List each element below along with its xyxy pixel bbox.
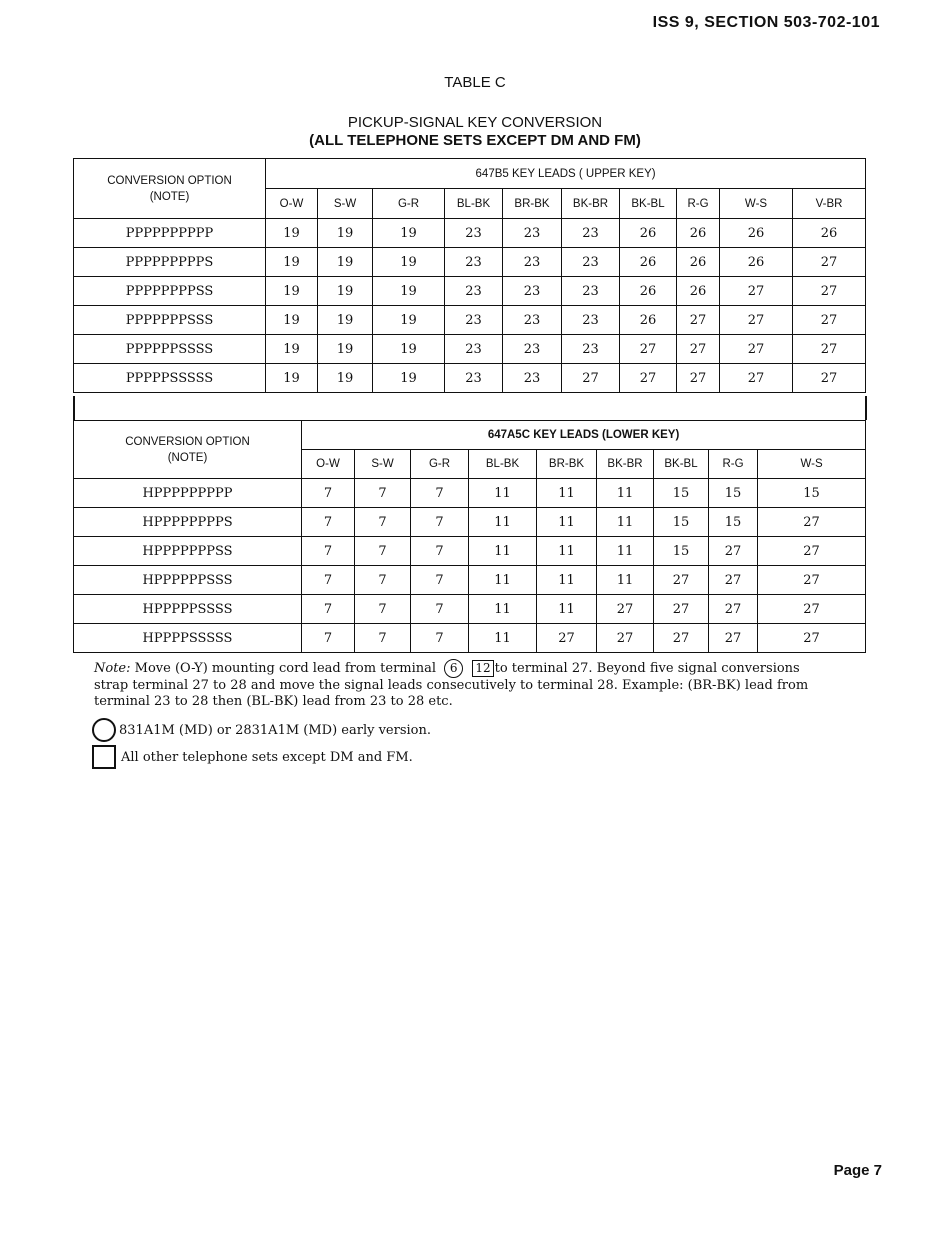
terminal-cell: 11 bbox=[597, 566, 654, 595]
upper-column-header: W-S bbox=[720, 189, 793, 219]
terminal-cell: 27 bbox=[677, 335, 720, 364]
conversion-option-cell: PPPPPSSSSS bbox=[74, 364, 266, 393]
conversion-option-cell: HPPPPSSSSS bbox=[74, 624, 302, 653]
terminal-cell: 23 bbox=[503, 335, 562, 364]
terminal-cell: 19 bbox=[373, 335, 445, 364]
terminal-cell: 19 bbox=[266, 306, 318, 335]
terminal-cell: 27 bbox=[709, 537, 758, 566]
terminal-cell: 19 bbox=[318, 248, 373, 277]
terminal-cell: 23 bbox=[445, 306, 503, 335]
upper-column-header: G-R bbox=[373, 189, 445, 219]
terminal-cell: 19 bbox=[318, 277, 373, 306]
terminal-cell: 19 bbox=[373, 306, 445, 335]
terminal-cell: 27 bbox=[654, 566, 709, 595]
lower-column-header: G-R bbox=[411, 450, 469, 479]
terminal-cell: 19 bbox=[318, 306, 373, 335]
terminal-cell: 27 bbox=[793, 277, 866, 306]
terminal-cell: 23 bbox=[503, 306, 562, 335]
terminal-cell: 26 bbox=[677, 277, 720, 306]
terminal-cell: 26 bbox=[620, 277, 677, 306]
terminal-cell: 23 bbox=[503, 219, 562, 248]
terminal-cell: 26 bbox=[620, 306, 677, 335]
terminal-cell: 27 bbox=[677, 364, 720, 393]
terminal-cell: 11 bbox=[597, 479, 654, 508]
terminal-cell: 7 bbox=[302, 479, 355, 508]
terminal-cell: 11 bbox=[469, 566, 537, 595]
lower-column-header: O-W bbox=[302, 450, 355, 479]
lower-column-header: BR-BK bbox=[537, 450, 597, 479]
table-row bbox=[74, 306, 866, 335]
square-symbol-icon bbox=[92, 745, 116, 769]
legend-square-text: All other telephone sets except DM and FM. bbox=[121, 749, 413, 765]
terminal-cell: 7 bbox=[411, 566, 469, 595]
terminal-cell: 7 bbox=[355, 595, 411, 624]
terminal-cell: 27 bbox=[654, 595, 709, 624]
table-row bbox=[74, 566, 866, 595]
terminal-cell: 23 bbox=[562, 335, 620, 364]
lower-column-header: S-W bbox=[355, 450, 411, 479]
terminal-cell: 11 bbox=[597, 508, 654, 537]
terminal-cell: 26 bbox=[620, 248, 677, 277]
terminal-cell: 11 bbox=[537, 566, 597, 595]
page-header: ISS 9, SECTION 503-702-101 bbox=[652, 14, 880, 31]
table-row bbox=[74, 595, 866, 624]
terminal-cell: 19 bbox=[373, 219, 445, 248]
conversion-option-cell: PPPPPPPPPP bbox=[74, 219, 266, 248]
table-divider-band bbox=[73, 396, 867, 420]
table-row bbox=[74, 364, 866, 393]
terminal-cell: 23 bbox=[562, 219, 620, 248]
terminal-cell: 19 bbox=[266, 219, 318, 248]
terminal-cell: 27 bbox=[597, 595, 654, 624]
terminal-cell: 7 bbox=[411, 479, 469, 508]
terminal-cell: 11 bbox=[537, 508, 597, 537]
note-text bbox=[94, 659, 834, 710]
terminal-cell: 7 bbox=[302, 537, 355, 566]
table-row bbox=[74, 479, 866, 508]
table-row bbox=[74, 508, 866, 537]
terminal-cell: 27 bbox=[758, 624, 866, 653]
terminal-cell: 23 bbox=[445, 335, 503, 364]
terminal-cell: 27 bbox=[720, 335, 793, 364]
terminal-cell: 26 bbox=[677, 219, 720, 248]
terminal-cell: 27 bbox=[620, 335, 677, 364]
terminal-cell: 26 bbox=[620, 219, 677, 248]
terminal-cell: 27 bbox=[793, 306, 866, 335]
terminal-cell: 7 bbox=[355, 624, 411, 653]
terminal-cell: 26 bbox=[720, 248, 793, 277]
lower-key-table bbox=[73, 420, 866, 653]
terminal-cell: 7 bbox=[411, 595, 469, 624]
terminal-cell: 27 bbox=[793, 248, 866, 277]
legend-circle-text: 831A1M (MD) or 2831A1M (MD) early version. bbox=[119, 722, 431, 738]
terminal-cell: 19 bbox=[318, 219, 373, 248]
terminal-cell: 11 bbox=[469, 508, 537, 537]
conversion-option-cell: PPPPPPPPSS bbox=[74, 277, 266, 306]
terminal-cell: 23 bbox=[562, 277, 620, 306]
terminal-cell: 7 bbox=[302, 508, 355, 537]
terminal-cell: 27 bbox=[709, 566, 758, 595]
terminal-cell: 27 bbox=[720, 306, 793, 335]
conversion-option-cell: HPPPPPPPPP bbox=[74, 479, 302, 508]
page-number: Page 7 bbox=[833, 1162, 882, 1179]
terminal-cell: 27 bbox=[758, 566, 866, 595]
terminal-cell: 15 bbox=[709, 508, 758, 537]
upper-column-header: R-G bbox=[677, 189, 720, 219]
table-title: PICKUP-SIGNAL KEY CONVERSION bbox=[347, 114, 603, 131]
terminal-cell: 27 bbox=[597, 624, 654, 653]
terminal-cell: 11 bbox=[597, 537, 654, 566]
upper-option-header-label: CONVERSION OPTION bbox=[107, 174, 232, 187]
terminal-cell: 19 bbox=[266, 248, 318, 277]
terminal-cell: 11 bbox=[537, 537, 597, 566]
conversion-option-cell: HPPPPPPPSS bbox=[74, 537, 302, 566]
terminal-cell: 7 bbox=[355, 479, 411, 508]
terminal-cell: 26 bbox=[677, 248, 720, 277]
boxed-terminal: 12 bbox=[472, 660, 493, 677]
terminal-cell: 15 bbox=[758, 479, 866, 508]
conversion-option-cell: PPPPPPPSSS bbox=[74, 306, 266, 335]
terminal-cell: 27 bbox=[654, 624, 709, 653]
terminal-cell: 19 bbox=[373, 248, 445, 277]
table-row bbox=[74, 624, 866, 653]
terminal-cell: 27 bbox=[537, 624, 597, 653]
upper-option-header bbox=[74, 159, 266, 219]
upper-column-header: V-BR bbox=[793, 189, 866, 219]
upper-column-header: BR-BK bbox=[503, 189, 562, 219]
lower-column-header: W-S bbox=[758, 450, 866, 479]
upper-option-header-note: (NOTE) bbox=[149, 190, 190, 203]
table-row bbox=[74, 537, 866, 566]
terminal-cell: 19 bbox=[373, 277, 445, 306]
lower-column-header: BL-BK bbox=[469, 450, 537, 479]
upper-column-header: BL-BK bbox=[445, 189, 503, 219]
terminal-cell: 19 bbox=[318, 364, 373, 393]
terminal-cell: 23 bbox=[503, 277, 562, 306]
upper-column-header: S-W bbox=[318, 189, 373, 219]
lower-column-header: BK-BR bbox=[597, 450, 654, 479]
lower-option-header-note: (NOTE) bbox=[167, 451, 208, 464]
note-part2: to terminal 27. Beyond five signal conversions strap terminal 27 to 28 and move the signal leads consecutively to terminal 28. Example: (BR-BK) lead from terminal 23 to 28 then (BL-BK) lead from 23 to 28 etc. bbox=[94, 661, 809, 709]
terminal-cell: 15 bbox=[709, 479, 758, 508]
terminal-cell: 27 bbox=[620, 364, 677, 393]
terminal-cell: 27 bbox=[793, 364, 866, 393]
terminal-cell: 11 bbox=[469, 537, 537, 566]
terminal-cell: 23 bbox=[445, 248, 503, 277]
lower-option-header-label: CONVERSION OPTION bbox=[125, 435, 250, 448]
terminal-cell: 27 bbox=[793, 335, 866, 364]
terminal-cell: 27 bbox=[758, 595, 866, 624]
conversion-option-cell: PPPPPPSSSS bbox=[74, 335, 266, 364]
terminal-cell: 27 bbox=[709, 595, 758, 624]
terminal-cell: 19 bbox=[266, 364, 318, 393]
terminal-cell: 19 bbox=[266, 335, 318, 364]
conversion-option-cell: HPPPPPSSSS bbox=[74, 595, 302, 624]
terminal-cell: 11 bbox=[537, 595, 597, 624]
terminal-cell: 27 bbox=[758, 537, 866, 566]
terminal-cell: 7 bbox=[355, 508, 411, 537]
table-row bbox=[74, 335, 866, 364]
table-label: TABLE C bbox=[444, 74, 506, 91]
upper-key-table bbox=[73, 158, 866, 393]
conversion-option-cell: HPPPPPPPPS bbox=[74, 508, 302, 537]
terminal-cell: 11 bbox=[469, 624, 537, 653]
terminal-cell: 7 bbox=[302, 624, 355, 653]
legend-circle-row bbox=[92, 718, 431, 742]
terminal-cell: 23 bbox=[445, 364, 503, 393]
lower-column-header: BK-BL bbox=[654, 450, 709, 479]
upper-column-header: O-W bbox=[266, 189, 318, 219]
lower-option-header bbox=[74, 421, 302, 479]
table-row bbox=[74, 219, 866, 248]
terminal-cell: 15 bbox=[654, 508, 709, 537]
note-part1: Move (O-Y) mounting cord lead from terminal bbox=[134, 661, 437, 676]
table-subtitle: (ALL TELEPHONE SETS EXCEPT DM AND FM) bbox=[309, 132, 641, 149]
terminal-cell: 27 bbox=[677, 306, 720, 335]
upper-column-header: BK-BL bbox=[620, 189, 677, 219]
terminal-cell: 27 bbox=[720, 364, 793, 393]
terminal-cell: 7 bbox=[302, 566, 355, 595]
terminal-cell: 19 bbox=[373, 364, 445, 393]
terminal-cell: 11 bbox=[469, 479, 537, 508]
terminal-cell: 7 bbox=[411, 537, 469, 566]
terminal-cell: 19 bbox=[318, 335, 373, 364]
terminal-cell: 7 bbox=[411, 508, 469, 537]
terminal-cell: 11 bbox=[469, 595, 537, 624]
terminal-cell: 23 bbox=[562, 248, 620, 277]
terminal-cell: 27 bbox=[720, 277, 793, 306]
table-row bbox=[74, 248, 866, 277]
upper-column-header: BK-BR bbox=[562, 189, 620, 219]
conversion-option-cell: HPPPPPPSSS bbox=[74, 566, 302, 595]
terminal-cell: 7 bbox=[302, 595, 355, 624]
terminal-cell: 27 bbox=[562, 364, 620, 393]
terminal-cell: 23 bbox=[503, 248, 562, 277]
terminal-cell: 7 bbox=[411, 624, 469, 653]
terminal-cell: 15 bbox=[654, 479, 709, 508]
lower-column-header: R-G bbox=[709, 450, 758, 479]
terminal-cell: 27 bbox=[709, 624, 758, 653]
terminal-cell: 15 bbox=[654, 537, 709, 566]
conversion-option-cell: PPPPPPPPPS bbox=[74, 248, 266, 277]
terminal-cell: 23 bbox=[503, 364, 562, 393]
legend-square-row bbox=[92, 745, 413, 769]
circled-terminal: 6 bbox=[444, 659, 463, 678]
terminal-cell: 23 bbox=[562, 306, 620, 335]
lower-group-header: 647A5C KEY LEADS (LOWER KEY) bbox=[302, 421, 866, 450]
circle-symbol-icon bbox=[92, 718, 116, 742]
note-label: Note: bbox=[94, 661, 131, 676]
terminal-cell: 27 bbox=[758, 508, 866, 537]
terminal-cell: 26 bbox=[720, 219, 793, 248]
upper-group-header: 647B5 KEY LEADS ( UPPER KEY) bbox=[266, 159, 866, 189]
table-row bbox=[74, 277, 866, 306]
terminal-cell: 19 bbox=[266, 277, 318, 306]
terminal-cell: 7 bbox=[355, 566, 411, 595]
terminal-cell: 26 bbox=[793, 219, 866, 248]
terminal-cell: 7 bbox=[355, 537, 411, 566]
terminal-cell: 23 bbox=[445, 219, 503, 248]
terminal-cell: 23 bbox=[445, 277, 503, 306]
terminal-cell: 11 bbox=[537, 479, 597, 508]
